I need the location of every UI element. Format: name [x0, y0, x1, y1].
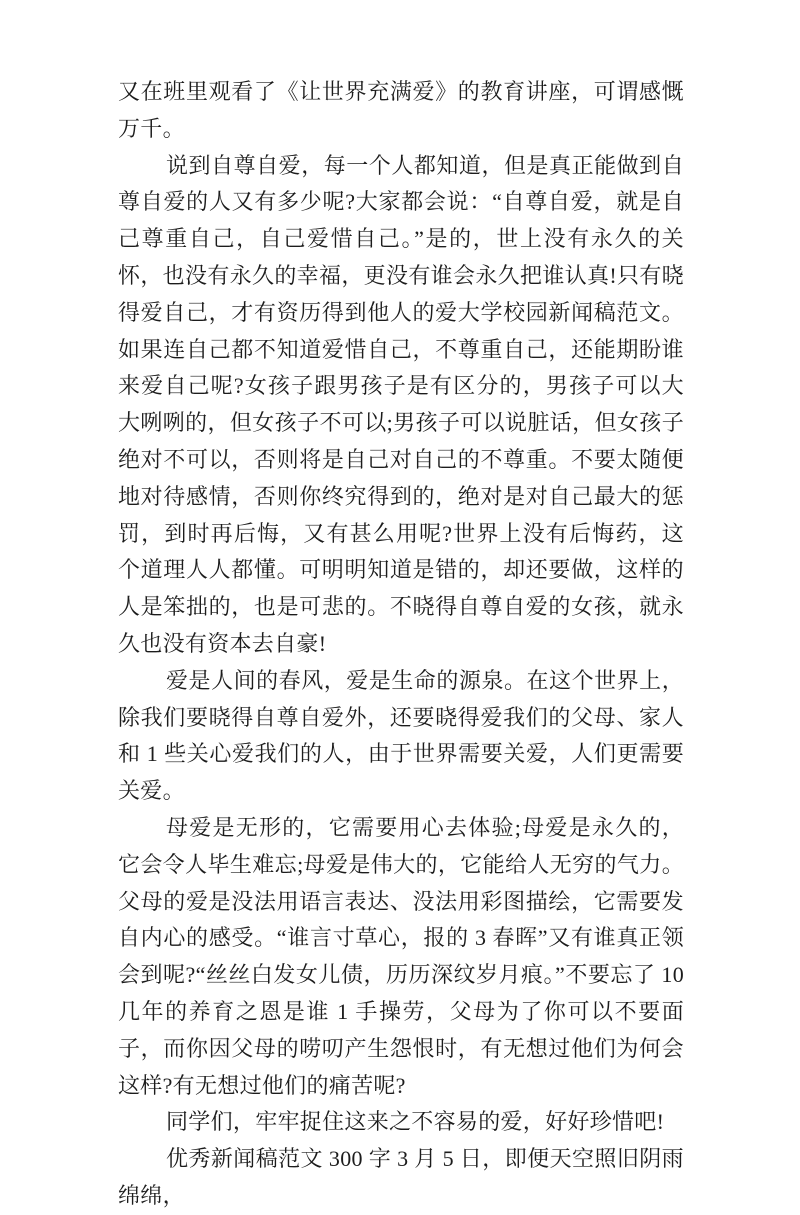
document-body — [118, 74, 684, 1215]
paragraph: 说到自尊自爱，每一个人都知道，但是真正能做到自尊自爱的人又有多少呢?大家都会说：“自尊自爱，就是自己尊重自己，自己爱惜自己。”是的，世上没有永久的关怀，也没有永久的幸福，更没有谁会永久把谁认真!只有晓得爱自己，才有资历得到他人的爱大学校园新闻稿范文。如果连自己都不知道爱惜自己，不尊重自己，还能期盼谁来爱自己呢?女孩子跟男孩子是有区分的，男孩子可以大大咧咧的，但女孩子不可以;男孩子可以说脏话，但女孩子绝对不可以，否则将是自己对自己的不尊重。不要太随便地对待感情，否则你终究得到的，绝对是对自己最大的惩罚，到时再后悔，又有甚么用呢?世界上没有后悔药，这个道理人人都懂。可明明知道是错的，却还要做，这样的人是笨拙的，也是可悲的。不晓得自尊自爱的女孩，就永久也没有资本去自豪! — [118, 152, 684, 656]
paragraph: 优秀新闻稿范文 300 字 3 月 5 日，即便天空照旧阴雨绵绵， — [118, 1146, 684, 1208]
paragraph: 母爱是无形的，它需要用心去体验;母爱是永久的，它会令人毕生难忘;母爱是伟大的，它能给人无穷的气力。父母的爱是没法用语言表达、没法用彩图描绘，它需要发自内心的感受。“谁言寸草心，报的 3 春晖”又有谁真正领会到呢?“丝丝白发女儿债，历历深纹岁月痕。”不要忘了 10 几年的养育之恩是谁 1 手操劳，父母为了你可以不要面子，而你因父母的唠叨产生怨恨时，有无想过他们为何会这样?有无想过他们的痛苦呢? — [118, 814, 684, 1098]
paragraph: 爱是人间的春风，爱是生命的源泉。在这个世界上，除我们要晓得自尊自爱外，还要晓得爱我们的父母、家人和 1 些关心爱我们的人，由于世界需要关爱，人们更需要关爱。 — [118, 667, 684, 804]
paragraph: 同学们，牢牢捉住这来之不容易的爱，好好珍惜吧! — [166, 1109, 665, 1135]
paragraph: 又在班里观看了《让世界充满爱》的教育讲座，可谓感慨万千。 — [118, 79, 684, 141]
